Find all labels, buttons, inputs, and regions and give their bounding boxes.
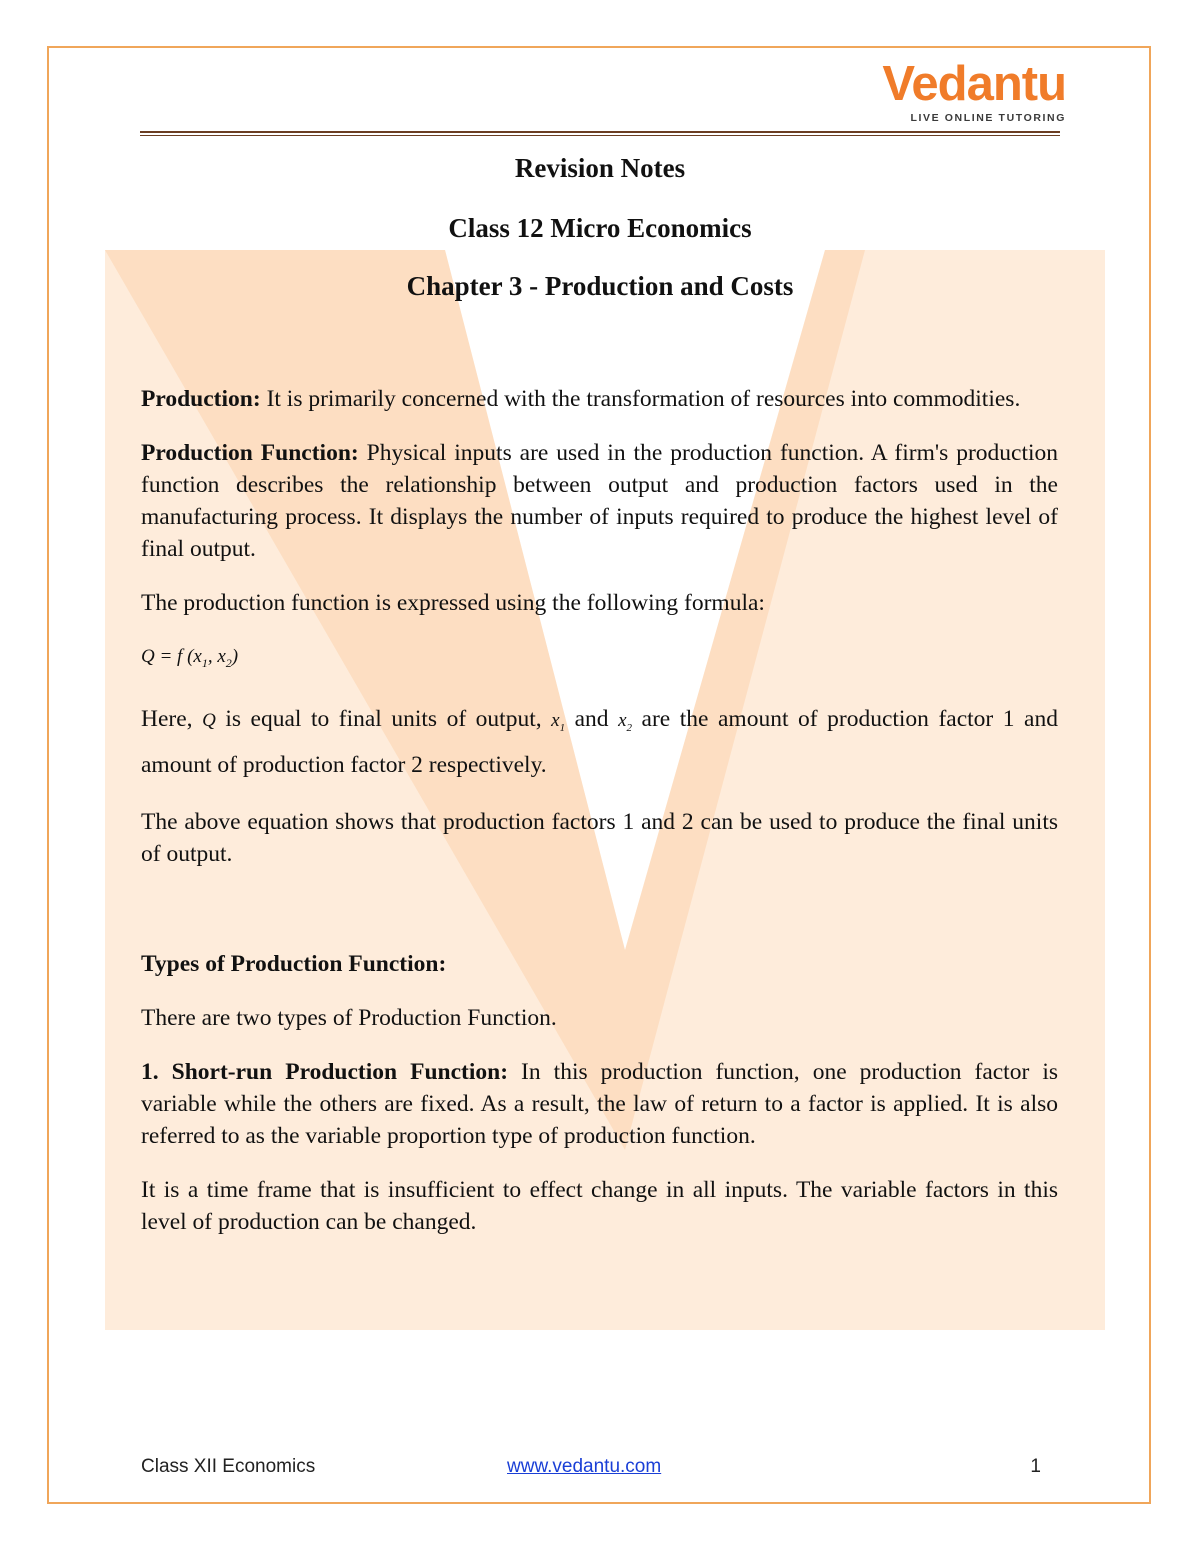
paragraph-time-frame: It is a time frame that is insufficient to effect change in all inputs. The variable factors in this level of production can be changed. (141, 1176, 1058, 1235)
symbol-x1: $x_1$ (551, 709, 566, 734)
document-subtitle: Class 12 Micro Economics (448, 213, 752, 243)
production-definition: It is primarily concerned with the transformation of resources into commodities. (260, 386, 1021, 412)
symbol-q: Q (202, 709, 216, 731)
paragraph-formula-intro: The production function is expressed using the following formula: (141, 590, 765, 616)
page-footer (141, 1456, 1041, 1484)
document-body (141, 383, 1058, 1238)
paragraph-short-run (141, 1056, 1058, 1152)
header-divider (140, 131, 1060, 136)
paragraph-equation-meaning: The above equation shows that production factors 1 and 2 can be used to produce the final units of output. (141, 808, 1058, 867)
footer-course: Class XII Economics (141, 1456, 316, 1477)
symbol-x2: $x_2$ (618, 709, 633, 734)
logo-wordmark: Vedantu (882, 57, 1066, 111)
paragraph-formula-explanation: Here, Q is equal to final units of output, $x_1$ and $x_2$ are the amount of production factor 1 and amount of production factor 2 respectively. (141, 705, 1058, 778)
paragraph-production (141, 383, 1058, 415)
term-production: Production: (141, 386, 261, 412)
footer-website-link[interactable]: www.vedantu.com (507, 1456, 662, 1477)
vedantu-logo (881, 58, 1066, 128)
production-function-formula: Q = f ($x_1$, $x_2$) (141, 646, 239, 670)
document-title: Revision Notes (514, 153, 686, 183)
short-run-definition: In this production function, one production factor is variable while the others are fixed. As a result, the law of return to a factor is applied. It is also referred to as the variable proportion type of production function. (141, 1058, 1058, 1149)
logo-tagline: LIVE ONLINE TUTORING (910, 112, 1066, 124)
chapter-title: Chapter 3 - Production and Costs (406, 271, 794, 301)
term-production-function: Production Function: (141, 440, 359, 466)
document-header (140, 150, 1060, 304)
paragraph-production-function (141, 437, 1058, 565)
production-function-definition: Physical inputs are used in the production function. A firm's production function describes the relationship between output and production factors used in the manufacturing process. It displays the number of inputs required to produce the highest level of final output. (141, 440, 1059, 562)
paragraph-types-intro: There are two types of Production Function. (141, 1004, 557, 1031)
page-number: 1 (1030, 1456, 1041, 1477)
term-short-run: 1. Short-run Production Function: (141, 1058, 509, 1085)
heading-types: Types of Production Function: (141, 950, 447, 977)
